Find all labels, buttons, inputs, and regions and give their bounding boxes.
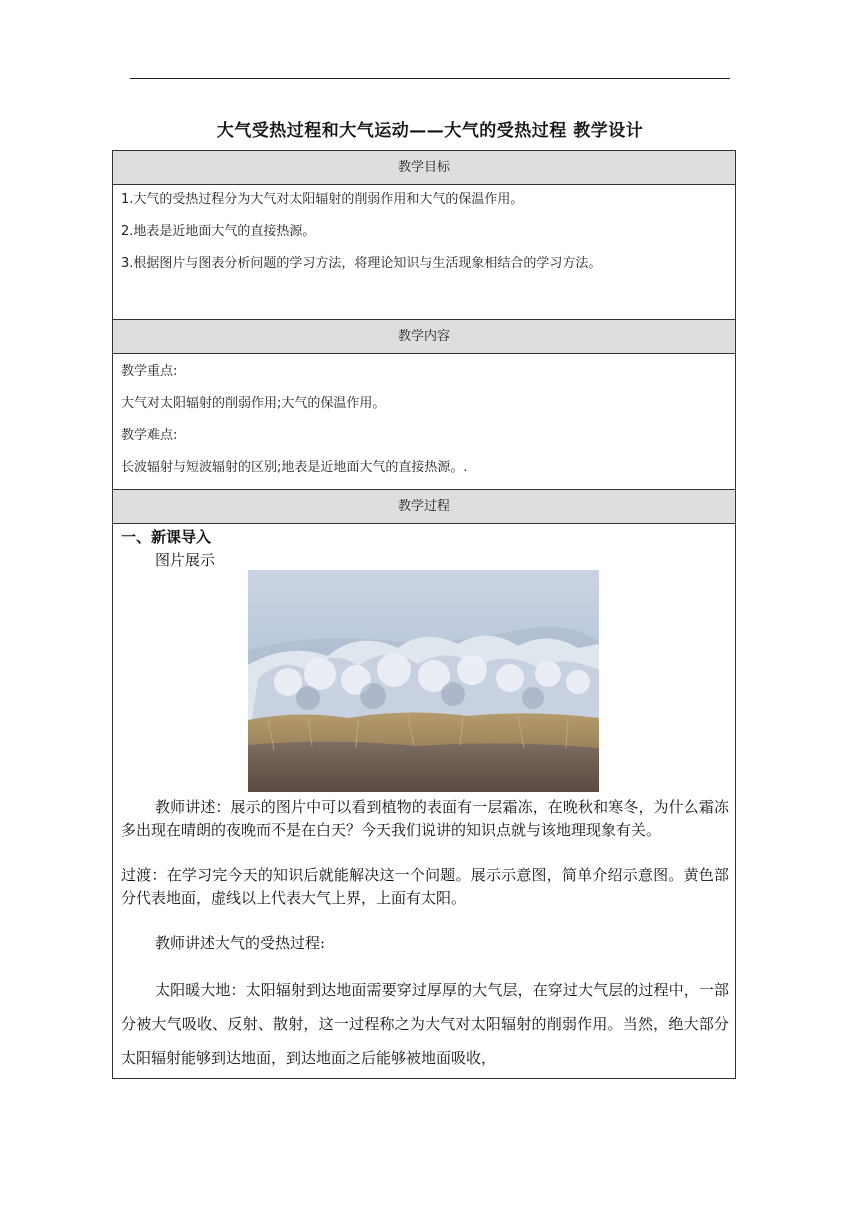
teacher-statement: 教师讲述：展示的图片中可以看到植物的表面有一层霜冻，在晚秋和寒冬，为什么霜冻多出现在晴朗的夜晚而不是在白天？今天我们说讲的知识点就与该地理现象有关。 <box>121 798 729 839</box>
lesson-plan-table <box>112 150 736 1079</box>
intro-heading: 一、新课导入 <box>121 528 212 546</box>
sun-warms-earth-text: 太阳暖大地：太阳辐射到达地面需要穿过厚厚的大气层，在穿过大气层的过程中，一部分被大气吸收、反射、散射，这一过程称之为大气对太阳辐射的削弱作用。当然，绝大部分太阳辐射能够到达地面，到达地面之后能够被地面吸收， <box>121 981 729 1067</box>
frost-plants-photo <box>248 570 599 792</box>
content-body <box>113 354 735 490</box>
difficult-points-text: 长波辐射与短波辐射的区别;地表是近地面大气的直接热源。. <box>121 460 468 475</box>
goal-item-2: 2.地表是近地面大气的直接热源。 <box>121 224 316 239</box>
process-header: 教学过程 <box>113 490 735 524</box>
picture-label: 图片展示 <box>155 551 216 569</box>
heating-intro: 教师讲述大气的受热过程: <box>155 934 326 952</box>
process-body <box>113 524 735 1079</box>
goals-body <box>113 185 735 320</box>
goals-header: 教学目标 <box>113 151 735 185</box>
header-rule <box>130 78 730 79</box>
document-title: 大气受热过程和大气运动——大气的受热过程 教学设计 <box>216 121 644 141</box>
key-points-label: 教学重点: <box>121 364 178 379</box>
difficult-points-label: 教学难点: <box>121 428 178 443</box>
key-points-text: 大气对太阳辐射的削弱作用;大气的保温作用。 <box>121 396 386 411</box>
goal-item-3: 3.根据图片与图表分析问题的学习方法，将理论知识与生活现象相结合的学习方法。 <box>121 256 602 271</box>
content-header: 教学内容 <box>113 320 735 354</box>
transition-text: 过渡：在学习完今天的知识后就能解决这一个问题。展示示意图，简单介绍示意图。黄色部分代表地面，虚线以上代表大气上界，上面有太阳。 <box>121 866 729 907</box>
goal-item-1: 1.大气的受热过程分为大气对太阳辐射的削弱作用和大气的保温作用。 <box>121 192 524 207</box>
